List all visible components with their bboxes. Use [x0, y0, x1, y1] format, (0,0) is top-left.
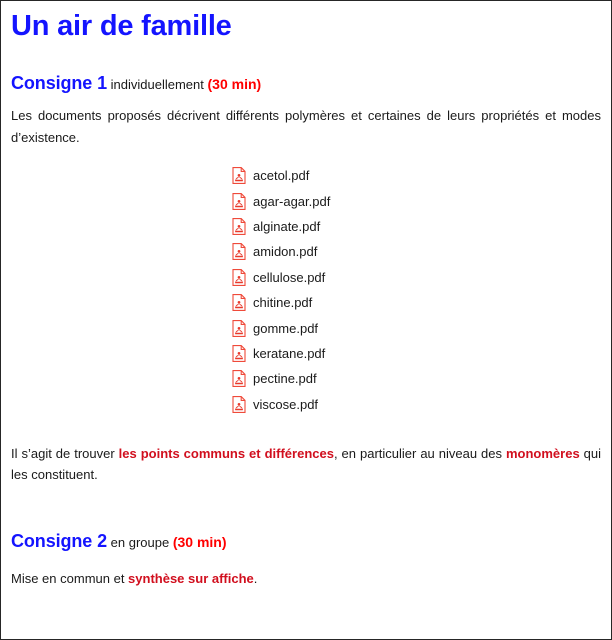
pdf-file-item[interactable]: [11, 315, 601, 340]
task-text-part-3: qui les constituent.: [11, 445, 602, 483]
page-title: Un air de famille: [11, 10, 232, 42]
task-text-part-1: Il s’agit de trouver: [11, 445, 119, 461]
pdf-file-name: pectine.pdf: [253, 371, 317, 387]
spacer: [11, 486, 601, 530]
consigne-1-label: Consigne 1: [11, 73, 108, 93]
pdf-file-icon: [232, 218, 246, 235]
pdf-file-name: alginate.pdf: [253, 218, 321, 234]
consigne-2-text-part-1: Mise en commun et: [11, 570, 129, 586]
consigne-2-duration: (30 min): [172, 533, 227, 550]
pdf-file-item[interactable]: [11, 188, 601, 213]
consigne-2-paragraph: [11, 568, 601, 590]
spacer: [11, 96, 601, 105]
spacer: [11, 148, 601, 163]
consigne-2-mode: en groupe: [110, 534, 170, 550]
consigne-2-text-part-2: .: [253, 570, 258, 586]
pdf-file-name: cellulose.pdf: [253, 269, 326, 285]
consigne-1-duration: (30 min): [207, 76, 262, 92]
consigne-1-intro-paragraph: Les documents proposés décrivent différents polymères et certaines de leurs propriétés et modes d’existence.: [11, 108, 601, 145]
consigne-2-heading: [11, 530, 601, 554]
pdf-file-icon: [232, 370, 246, 387]
pdf-file-name: acetol.pdf: [253, 168, 310, 184]
consigne-2-highlight-1: synthèse sur affiche: [128, 570, 254, 586]
pdf-file-icon: [232, 269, 246, 286]
pdf-file-name: gomme.pdf: [253, 320, 319, 336]
pdf-file-icon: [232, 167, 246, 184]
spacer: [11, 554, 601, 568]
pdf-file-icon: [232, 193, 246, 210]
pdf-file-icon: [232, 243, 246, 260]
consigne-1-heading: [11, 72, 601, 96]
spacer: [11, 43, 601, 72]
pdf-file-icon: [232, 294, 246, 311]
pdf-file-item[interactable]: [11, 265, 601, 290]
pdf-file-item[interactable]: [11, 366, 601, 391]
pdf-file-icon: [232, 345, 246, 362]
document-body: [1, 1, 611, 589]
task-highlight-1: les points communs et différences: [118, 445, 334, 461]
pdf-file-name: keratane.pdf: [253, 345, 326, 361]
pdf-file-item[interactable]: [11, 214, 601, 239]
pdf-file-item[interactable]: [11, 341, 601, 366]
consigne-2-label: Consigne 2: [11, 530, 108, 551]
pdf-file-item[interactable]: [11, 290, 601, 315]
pdf-file-item[interactable]: [11, 392, 601, 417]
consigne-1-mode: individuellement: [110, 77, 204, 92]
pdf-file-list: [11, 163, 601, 417]
task-text-part-2: , en particulier au niveau des: [333, 445, 506, 461]
spacer: [11, 417, 601, 443]
pdf-file-item[interactable]: [11, 239, 601, 264]
pdf-file-name: agar-agar.pdf: [253, 193, 331, 209]
pdf-file-name: viscose.pdf: [253, 396, 319, 412]
pdf-file-icon: [232, 320, 246, 337]
pdf-file-icon: [232, 396, 246, 413]
pdf-file-name: chitine.pdf: [253, 295, 313, 311]
task-paragraph: [11, 443, 601, 486]
pdf-file-name: amidon.pdf: [253, 244, 318, 260]
pdf-file-item[interactable]: [11, 163, 601, 188]
task-highlight-2: monomères: [505, 445, 580, 461]
